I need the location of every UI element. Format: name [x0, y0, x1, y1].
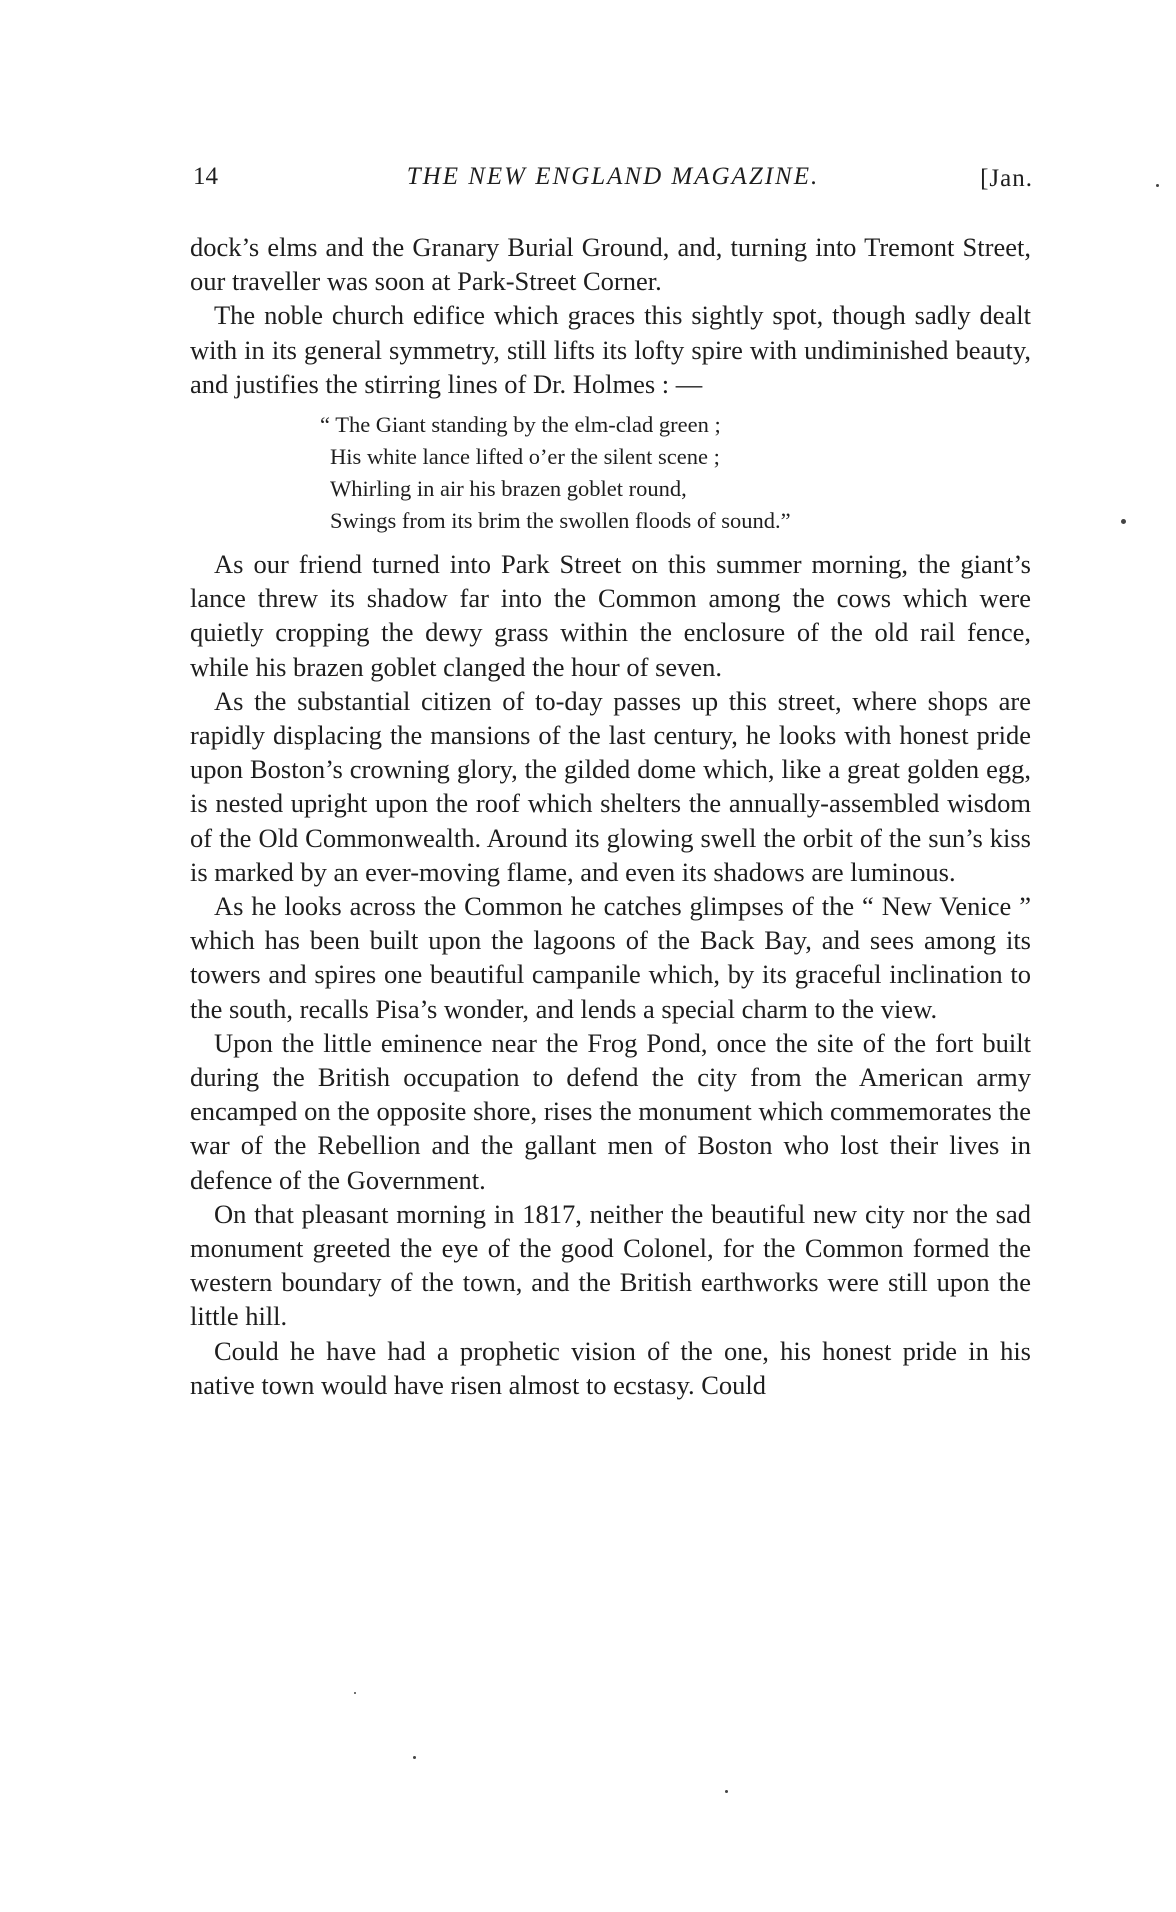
poem-line: “ The Giant standing by the elm-clad green ;: [320, 412, 721, 438]
paragraph-church: The noble church edifice which graces this sightly spot, though sadly dealt with in its general symmetry, still lifts its lofty spire with undiminished beauty, and justifies the stirring lines of Dr. Holmes : —: [190, 300, 1031, 399]
print-speck: [725, 1790, 728, 1793]
poem-line: His white lance lifted o’er the silent scene ;: [330, 444, 720, 470]
poem-quotation: [320, 409, 1031, 537]
print-speck: [1156, 184, 1159, 187]
paragraph-1817: On that pleasant morning in 1817, neither the beautiful new city nor the sad monument greeted the eye of the good Colonel, for the Common formed the western boundary of the town, and the British earthworks were still upon the little hill.: [190, 1198, 1031, 1332]
paragraph-park-street: As our friend turned into Park Street on this summer morning, the giant’s lance threw its shadow far into the Common among the cows which were quietly cropping the dewy grass within the enclosure of the old rail fence, while his brazen goblet clanged the hour of seven.: [190, 549, 1031, 682]
print-speck: [354, 1692, 356, 1694]
body-text: [190, 230, 1031, 1402]
paragraph-frog-pond: Upon the little eminence near the Frog Pond, once the site of the fort built during the British occupation to defend the city from the American army encamped on the opposite shore, rises the monument which commemorates the war of the Rebellion and the gallant men of Boston who lost their lives in defence of the Government.: [190, 1027, 1031, 1195]
paragraph-prophetic-vision: Could he have had a prophetic vision of the one, his honest pride in his native town would have risen almost to ecstasy. Could: [190, 1335, 1031, 1400]
issue-month: [Jan.: [980, 165, 1033, 192]
print-speck: [413, 1756, 416, 1759]
poem-line: Whirling in air his brazen goblet round,: [330, 476, 687, 502]
paragraph-new-venice: As he looks across the Common he catches glimpses of the “ New Venice ” which has been built upon the lagoons of the Back Bay, and sees among its towers and spires one beautiful campanile which, by its graceful inclination to the south, recalls Pisa’s wonder, and lends a special charm to the view.: [190, 891, 1031, 1024]
paragraph-continued: dock’s elms and the Granary Burial Ground, and, turning into Tremont Street, our traveller was soon at Park-Street Corner.: [190, 232, 1031, 297]
print-speck: [1121, 519, 1126, 524]
paragraph-citizen: As the substantial citizen of to-day passes up this street, where shops are rapidly displacing the mansions of the last century, he looks with honest pride upon Boston’s crowning glory, the gilded dome which, like a great golden egg, is nested upright upon the roof which shelters the annually-assembled wisdom of the Old Commonwealth. Around its glowing swell the orbit of the sun’s kiss is marked by an ever-moving flame, and even its shadows are luminous.: [190, 685, 1031, 887]
running-head: [193, 163, 1033, 203]
poem-line: Swings from its brim the swollen floods of sound.”: [330, 508, 791, 534]
page-number: 14: [193, 163, 218, 190]
journal-title: THE NEW ENGLAND MAGAZINE.: [406, 163, 820, 190]
